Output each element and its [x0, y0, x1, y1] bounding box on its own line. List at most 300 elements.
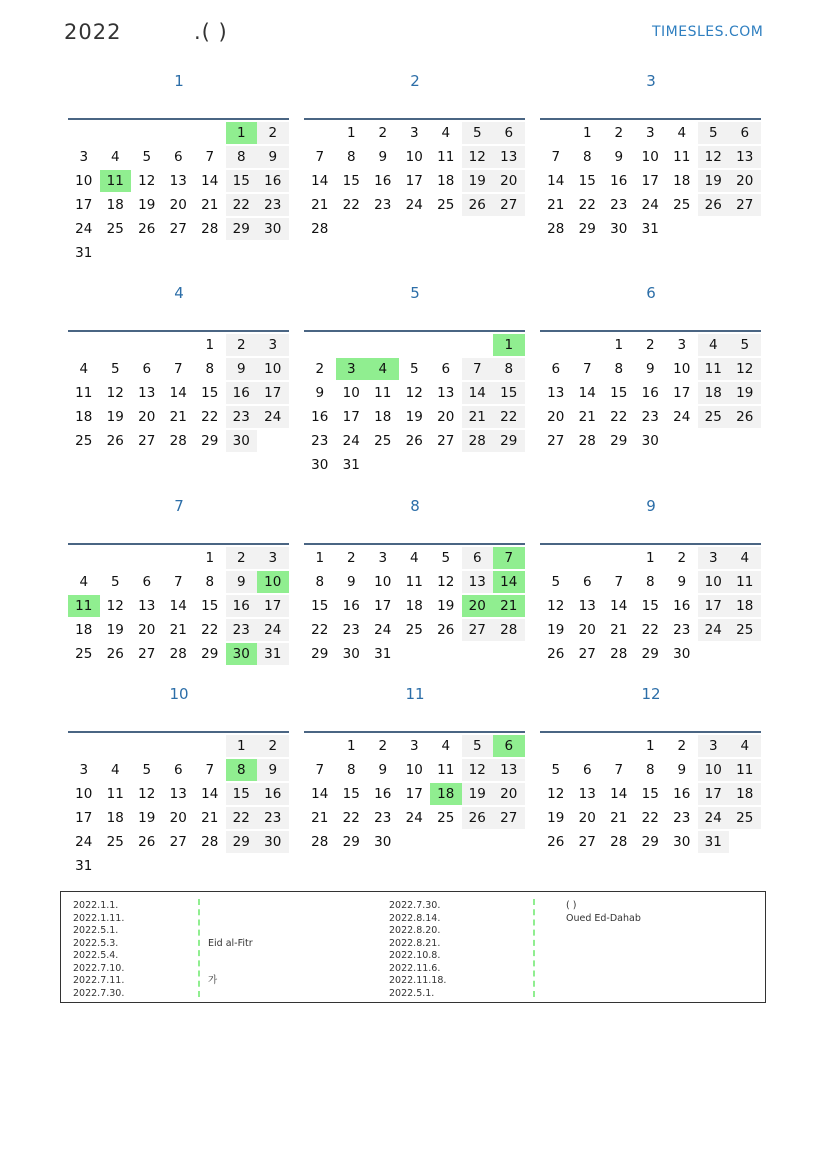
- month-title: 4: [174, 284, 184, 302]
- day-cell: 19: [405, 409, 423, 425]
- day-cell: 1: [226, 122, 258, 144]
- day-cell: 17: [673, 385, 691, 401]
- day-cell: 25: [106, 834, 124, 850]
- day-cell: 3: [336, 358, 368, 380]
- title-rest: .( ): [194, 20, 228, 44]
- day-cell: 24: [641, 197, 659, 213]
- day-cell: 29: [226, 218, 258, 240]
- day-cell: 15: [578, 173, 596, 189]
- month-3: [540, 72, 762, 237]
- day-cell: 7: [315, 762, 325, 778]
- day-cell: 14: [610, 786, 628, 802]
- day-cell: 22: [226, 807, 258, 829]
- day-cell: 27: [493, 807, 525, 829]
- day-cell: 10: [641, 149, 659, 165]
- month-title: 2: [410, 72, 420, 90]
- day-cell: 9: [226, 358, 258, 380]
- day-cell: 20: [493, 170, 525, 192]
- day-cell: 7: [582, 361, 592, 377]
- legend-entry: 2022.5.3.: [73, 937, 119, 949]
- day-cell: 14: [201, 786, 219, 802]
- day-cell: 17: [698, 595, 730, 617]
- month-title: 7: [174, 497, 184, 515]
- month-rule: [540, 731, 761, 733]
- day-cell: 8: [346, 149, 356, 165]
- day-cell: 26: [138, 834, 156, 850]
- day-cell: 5: [142, 762, 152, 778]
- month-rule: [304, 118, 525, 120]
- day-cell: 16: [374, 173, 392, 189]
- day-cell: 23: [226, 406, 258, 428]
- day-cell: 12: [547, 786, 565, 802]
- day-cell: 7: [205, 149, 215, 165]
- day-cell: 31: [257, 643, 289, 665]
- day-cell: 1: [205, 337, 215, 353]
- day-cell: 14: [578, 385, 596, 401]
- day-cell: 11: [106, 786, 124, 802]
- day-cell: 11: [75, 385, 93, 401]
- day-cell: 21: [311, 810, 329, 826]
- day-cell: 13: [138, 385, 156, 401]
- month-rule: [540, 543, 761, 545]
- day-cell: 15: [311, 598, 329, 614]
- legend-divider: [198, 899, 200, 997]
- day-cell: 19: [547, 622, 565, 638]
- day-cell: 11: [437, 149, 455, 165]
- day-cell: 20: [578, 810, 596, 826]
- month-5: [304, 284, 526, 473]
- day-cell: 31: [698, 831, 730, 853]
- day-cell: 23: [257, 807, 289, 829]
- day-cell: 22: [610, 409, 628, 425]
- day-cell: 19: [138, 197, 156, 213]
- day-cell: 1: [582, 125, 592, 141]
- day-cell: 31: [641, 221, 659, 237]
- legend-entry: [208, 900, 253, 913]
- day-cell: 29: [226, 831, 258, 853]
- day-cell: 6: [551, 361, 561, 377]
- day-cell: 14: [462, 382, 494, 404]
- day-cell: 28: [311, 834, 329, 850]
- day-cell: 11: [437, 762, 455, 778]
- legend-entry: [208, 950, 253, 963]
- day-cell: 9: [378, 762, 388, 778]
- day-cell: 19: [462, 170, 494, 192]
- day-cell: 15: [201, 598, 219, 614]
- day-cell: 5: [698, 122, 730, 144]
- day-cell: 27: [169, 834, 187, 850]
- day-cell: 21: [169, 409, 187, 425]
- day-cell: 25: [106, 221, 124, 237]
- day-cell: 4: [367, 358, 399, 380]
- month-title: 3: [646, 72, 656, 90]
- day-cell: 13: [169, 786, 187, 802]
- day-cell: 15: [610, 385, 628, 401]
- day-cell: 29: [201, 433, 219, 449]
- day-cell: 1: [645, 550, 655, 566]
- day-cell: 12: [547, 598, 565, 614]
- day-cell: 13: [493, 759, 525, 781]
- day-cell: 23: [257, 194, 289, 216]
- day-cell: 11: [374, 385, 392, 401]
- day-cell: 27: [138, 646, 156, 662]
- day-cell: 1: [226, 735, 258, 757]
- month-rule: [68, 543, 289, 545]
- day-cell: 2: [645, 337, 655, 353]
- day-cell: 8: [645, 762, 655, 778]
- day-cell: 5: [110, 574, 120, 590]
- day-cell: 21: [493, 595, 525, 617]
- day-cell: 11: [698, 358, 730, 380]
- day-cell: 2: [677, 550, 687, 566]
- legend-entry: ( ): [566, 900, 577, 911]
- day-cell: 3: [79, 762, 89, 778]
- day-cell: 10: [75, 786, 93, 802]
- day-cell: 24: [405, 197, 423, 213]
- day-cell: 18: [729, 595, 761, 617]
- legend-entry: [566, 938, 641, 951]
- day-cell: 12: [138, 173, 156, 189]
- day-cell: 6: [462, 547, 494, 569]
- legend-entry: [208, 988, 253, 1001]
- day-cell: 28: [578, 433, 596, 449]
- day-cell: 20: [729, 170, 761, 192]
- month-7: [68, 497, 290, 662]
- month-10: [68, 685, 290, 874]
- day-cell: 26: [462, 194, 494, 216]
- day-cell: 26: [698, 194, 730, 216]
- day-cell: 22: [641, 810, 659, 826]
- day-cell: 22: [578, 197, 596, 213]
- day-cell: 2: [226, 334, 258, 356]
- day-cell: 5: [110, 361, 120, 377]
- day-cell: 19: [698, 170, 730, 192]
- day-cell: 14: [311, 786, 329, 802]
- day-cell: 17: [257, 595, 289, 617]
- day-cell: 9: [257, 146, 289, 168]
- day-cell: 31: [342, 457, 360, 473]
- day-cell: 4: [110, 149, 120, 165]
- day-cell: 17: [641, 173, 659, 189]
- day-cell: 26: [729, 406, 761, 428]
- day-cell: 10: [257, 571, 289, 593]
- month-4: [68, 284, 290, 449]
- day-cell: 8: [226, 759, 258, 781]
- day-cell: 20: [493, 783, 525, 805]
- day-cell: 6: [173, 762, 183, 778]
- day-cell: 29: [641, 646, 659, 662]
- day-cell: 12: [437, 574, 455, 590]
- day-cell: 30: [311, 457, 329, 473]
- day-cell: 1: [493, 334, 525, 356]
- month-title: 6: [646, 284, 656, 302]
- day-cell: 6: [582, 762, 592, 778]
- day-cell: 25: [75, 433, 93, 449]
- day-cell: 18: [75, 409, 93, 425]
- month-11: [304, 685, 526, 850]
- day-cell: 16: [641, 385, 659, 401]
- day-cell: 16: [257, 170, 289, 192]
- legend-entry: 2022.11.6.: [389, 962, 441, 974]
- day-cell: 18: [106, 810, 124, 826]
- day-cell: 17: [257, 382, 289, 404]
- day-cell: 21: [169, 622, 187, 638]
- day-cell: 26: [405, 433, 423, 449]
- day-cell: 28: [462, 430, 494, 452]
- day-cell: 16: [226, 595, 258, 617]
- day-cell: 5: [409, 361, 419, 377]
- day-cell: 6: [582, 574, 592, 590]
- day-cell: 26: [106, 433, 124, 449]
- month-title: 9: [646, 497, 656, 515]
- day-cell: 25: [437, 810, 455, 826]
- day-cell: 13: [138, 598, 156, 614]
- day-cell: 3: [409, 125, 419, 141]
- legend-entry: [566, 988, 641, 1001]
- day-cell: 27: [493, 194, 525, 216]
- legend-entry: 2022.5.1.: [389, 987, 435, 999]
- day-cell: 9: [346, 574, 356, 590]
- legend-entry: [566, 975, 641, 988]
- day-cell: 16: [673, 598, 691, 614]
- day-cell: 29: [311, 646, 329, 662]
- legend-entry: [566, 925, 641, 938]
- day-cell: 6: [729, 122, 761, 144]
- day-cell: 2: [315, 361, 325, 377]
- day-cell: 12: [729, 358, 761, 380]
- legend-entry: 가: [208, 975, 218, 986]
- day-cell: 20: [437, 409, 455, 425]
- day-cell: 9: [614, 149, 624, 165]
- day-cell: 28: [610, 834, 628, 850]
- day-cell: 27: [578, 646, 596, 662]
- day-cell: 4: [110, 762, 120, 778]
- day-cell: 21: [311, 197, 329, 213]
- day-cell: 6: [441, 361, 451, 377]
- day-cell: 7: [614, 574, 624, 590]
- day-cell: 25: [405, 622, 423, 638]
- day-cell: 21: [578, 409, 596, 425]
- day-cell: 24: [257, 406, 289, 428]
- day-cell: 27: [462, 619, 494, 641]
- day-cell: 26: [437, 622, 455, 638]
- day-cell: 2: [677, 738, 687, 754]
- legend-entry: [208, 913, 253, 926]
- legend-left-names: [208, 900, 253, 1000]
- day-cell: 22: [342, 810, 360, 826]
- day-cell: 24: [75, 834, 93, 850]
- legend-entry: 2022.8.21.: [389, 937, 441, 949]
- day-cell: 9: [378, 149, 388, 165]
- day-cell: 10: [374, 574, 392, 590]
- day-cell: 23: [673, 622, 691, 638]
- day-cell: 5: [551, 574, 561, 590]
- day-cell: 30: [673, 834, 691, 850]
- day-cell: 23: [641, 409, 659, 425]
- day-cell: 30: [342, 646, 360, 662]
- day-cell: 4: [409, 550, 419, 566]
- day-cell: 8: [346, 762, 356, 778]
- day-cell: 15: [201, 385, 219, 401]
- day-cell: 19: [462, 783, 494, 805]
- day-cell: 14: [493, 571, 525, 593]
- day-cell: 7: [205, 762, 215, 778]
- month-title: 8: [410, 497, 420, 515]
- day-cell: 4: [729, 547, 761, 569]
- day-cell: 29: [201, 646, 219, 662]
- day-cell: 27: [547, 433, 565, 449]
- day-cell: 16: [226, 382, 258, 404]
- day-cell: 23: [311, 433, 329, 449]
- day-cell: 27: [729, 194, 761, 216]
- day-cell: 14: [169, 598, 187, 614]
- day-cell: 14: [547, 173, 565, 189]
- day-cell: 23: [374, 810, 392, 826]
- month-rule: [540, 118, 761, 120]
- month-rule: [304, 543, 525, 545]
- day-cell: 2: [346, 550, 356, 566]
- day-cell: 15: [342, 173, 360, 189]
- day-cell: 25: [729, 807, 761, 829]
- day-cell: 20: [578, 622, 596, 638]
- month-rule: [68, 118, 289, 120]
- day-cell: 24: [374, 622, 392, 638]
- day-cell: 15: [493, 382, 525, 404]
- day-cell: 23: [673, 810, 691, 826]
- day-cell: 11: [729, 759, 761, 781]
- day-cell: 12: [462, 146, 494, 168]
- legend-entry: Eid al-Fitr: [208, 937, 253, 949]
- day-cell: 28: [201, 834, 219, 850]
- legend-entry: 2022.11.18.: [389, 975, 447, 986]
- day-cell: 15: [342, 786, 360, 802]
- day-cell: 10: [698, 759, 730, 781]
- day-cell: 13: [493, 146, 525, 168]
- day-cell: 29: [610, 433, 628, 449]
- day-cell: 17: [75, 197, 93, 213]
- day-cell: 11: [673, 149, 691, 165]
- day-cell: 6: [493, 735, 525, 757]
- day-cell: 13: [578, 598, 596, 614]
- day-cell: 1: [315, 550, 325, 566]
- day-cell: 28: [311, 221, 329, 237]
- day-cell: 6: [493, 122, 525, 144]
- day-cell: 13: [547, 385, 565, 401]
- day-cell: 18: [374, 409, 392, 425]
- day-cell: 2: [257, 122, 289, 144]
- site-brand-link[interactable]: TIMESLES.COM: [652, 24, 764, 40]
- day-cell: 24: [342, 433, 360, 449]
- day-cell: 9: [677, 762, 687, 778]
- day-cell: 7: [173, 574, 183, 590]
- day-cell: 23: [374, 197, 392, 213]
- day-cell: 12: [106, 598, 124, 614]
- day-cell: 22: [342, 197, 360, 213]
- day-cell: 16: [311, 409, 329, 425]
- day-cell: 19: [729, 382, 761, 404]
- day-cell: 21: [547, 197, 565, 213]
- day-cell: 10: [75, 173, 93, 189]
- month-8: [304, 497, 526, 662]
- day-cell: 18: [405, 598, 423, 614]
- day-cell: 9: [315, 385, 325, 401]
- month-12: [540, 685, 762, 850]
- day-cell: 1: [346, 738, 356, 754]
- day-cell: 18: [729, 783, 761, 805]
- day-cell: 7: [173, 361, 183, 377]
- day-cell: 21: [462, 406, 494, 428]
- day-cell: 14: [610, 598, 628, 614]
- day-cell: 1: [645, 738, 655, 754]
- day-cell: 3: [409, 738, 419, 754]
- day-cell: 8: [205, 574, 215, 590]
- day-cell: 21: [610, 810, 628, 826]
- day-cell: 3: [257, 547, 289, 569]
- day-cell: 6: [142, 574, 152, 590]
- day-cell: 7: [551, 149, 561, 165]
- legend-divider: [533, 899, 535, 997]
- day-cell: 27: [437, 433, 455, 449]
- day-cell: 15: [641, 598, 659, 614]
- day-cell: 12: [138, 786, 156, 802]
- legend-entry: 2022.7.11.: [73, 975, 125, 986]
- legend-entry: Oued Ed-Dahab: [566, 912, 641, 924]
- legend-left-dates: [73, 900, 124, 1000]
- legend-entry: [208, 963, 253, 976]
- legend-entry: 2022.7.30.: [73, 987, 125, 999]
- day-cell: 25: [437, 197, 455, 213]
- day-cell: 24: [698, 619, 730, 641]
- day-cell: 5: [441, 550, 451, 566]
- legend-right-names: [566, 900, 641, 1000]
- day-cell: 16: [610, 173, 628, 189]
- day-cell: 8: [315, 574, 325, 590]
- day-cell: 2: [378, 738, 388, 754]
- day-cell: 30: [673, 646, 691, 662]
- day-cell: 2: [614, 125, 624, 141]
- legend-entry: 2022.1.1.: [73, 900, 119, 911]
- day-cell: 18: [430, 783, 462, 805]
- day-cell: 13: [462, 571, 494, 593]
- day-cell: 24: [75, 221, 93, 237]
- day-cell: 22: [311, 622, 329, 638]
- day-cell: 19: [106, 409, 124, 425]
- day-cell: 8: [205, 361, 215, 377]
- day-cell: 7: [493, 547, 525, 569]
- day-cell: 31: [75, 245, 93, 261]
- day-cell: 10: [257, 358, 289, 380]
- day-cell: 1: [614, 337, 624, 353]
- page-title: [64, 20, 228, 44]
- day-cell: 9: [226, 571, 258, 593]
- month-title: 12: [641, 685, 661, 703]
- day-cell: 28: [493, 619, 525, 641]
- day-cell: 23: [226, 619, 258, 641]
- day-cell: 7: [315, 149, 325, 165]
- day-cell: 21: [201, 810, 219, 826]
- legend-entry: 2022.7.10.: [73, 962, 125, 974]
- day-cell: 29: [641, 834, 659, 850]
- day-cell: 25: [673, 197, 691, 213]
- day-cell: 3: [698, 735, 730, 757]
- legend-right-dates: [389, 900, 446, 1000]
- day-cell: 28: [169, 433, 187, 449]
- day-cell: 4: [698, 334, 730, 356]
- month-title: 10: [169, 685, 189, 703]
- day-cell: 4: [79, 361, 89, 377]
- day-cell: 12: [698, 146, 730, 168]
- month-rule: [540, 330, 761, 332]
